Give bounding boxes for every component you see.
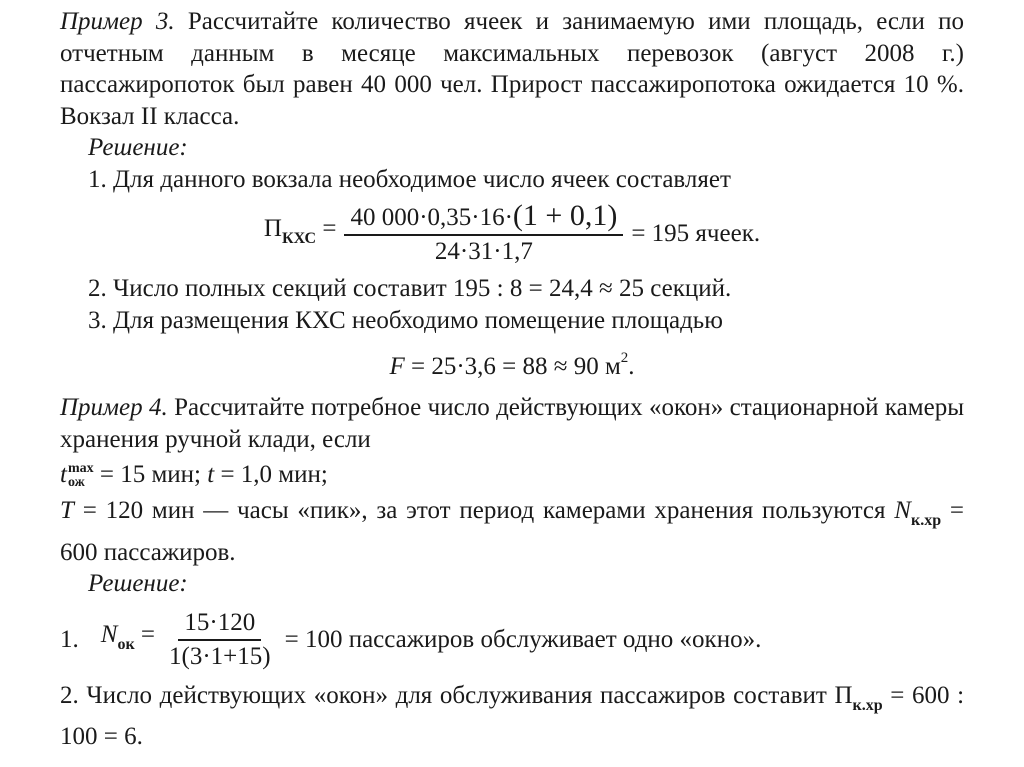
condition-2-text: = 120 мин — часы «пик», за этот период камерами хранения пользуются xyxy=(73,497,895,524)
condition-1-indices xyxy=(68,462,94,490)
example-3-step-3: 3. Для размещения КХС необходимо помещение площадью xyxy=(88,306,723,334)
formula-3-equals: = xyxy=(134,620,156,648)
condition-1-subscript: ож xyxy=(67,475,85,491)
formula-3-lhs xyxy=(101,619,155,661)
condition-2-variable: T xyxy=(60,497,74,524)
formula-2 xyxy=(389,343,634,383)
example-3-solution-label xyxy=(88,132,964,164)
formula-1-num-paren: (1 + 0,1) xyxy=(512,199,618,232)
formula-1-denominator: 24·31·1,7 xyxy=(434,238,533,265)
example-4-text: Рассчитайте потребное число действующих «окон» стационарной камеры хранения ручной клади, если xyxy=(60,394,964,453)
step-2-subscript: к.хр xyxy=(852,696,883,714)
formula-2-variable: F xyxy=(389,353,405,381)
formula-1-fraction xyxy=(344,201,623,267)
formula-area xyxy=(60,338,964,388)
example-3-text: Рассчитайте количество ячеек и занимаемую ими площадь, если по отчетным данным в месяце максимальных перевозок (август 2008 г.) пассажиропоток был равен 40 000 чел. Прирост пассажиропотока ожидается 10 %. Вокзал II класса. xyxy=(60,8,964,130)
condition-1-superscript: max xyxy=(67,461,94,477)
formula-3-fraction xyxy=(163,608,277,672)
formula-passengers-per-window xyxy=(60,602,964,678)
formula-3-variable: N xyxy=(100,620,118,648)
example-3-label: Пример 3. xyxy=(60,8,175,35)
formula-2-superscript: 2 xyxy=(620,350,629,367)
step-1-number: 1. xyxy=(60,625,79,653)
step-2-text: 2. Число действующих «окон» для обслуживания пассажиров составит П xyxy=(60,681,853,709)
example-3-statement xyxy=(60,6,964,132)
solution-label-text: Решение: xyxy=(88,134,188,161)
formula-3-numerator: 15·120 xyxy=(178,608,261,641)
example-4-label: Пример 4. xyxy=(60,394,168,421)
formula-3-subscript: ок xyxy=(117,635,135,653)
example-3-step-2: 2. Число полных секций составит 195 : 8 = 24,4 ≈ 25 секций. xyxy=(88,275,732,302)
formula-cells-count xyxy=(60,197,964,271)
formula-1-num-main: 40 000·0,35·16· xyxy=(350,204,513,231)
formula-1-result: = 195 ячеек. xyxy=(631,220,761,248)
example-4-statement xyxy=(60,392,964,455)
formula-1-numerator xyxy=(344,201,623,236)
formula-1-symbol: П xyxy=(263,215,282,243)
example-3-step-1: 1. Для данного вокзала необходимое число ячеек составляет xyxy=(88,165,731,193)
example-4-step-2 xyxy=(60,680,964,753)
example-4-condition-1 xyxy=(60,455,964,495)
formula-3-result: = 100 пассажиров обслуживает одно «окно». xyxy=(284,625,762,653)
condition-1-variable-2: t xyxy=(207,461,215,488)
solution-label-text-2: Решение: xyxy=(88,570,188,597)
example-4-condition-2 xyxy=(60,495,964,568)
formula-2-end: . xyxy=(628,353,635,381)
formula-1-subscript: КХС xyxy=(281,230,317,248)
formula-3-denominator: 1(3·1+15) xyxy=(169,642,271,670)
condition-2-subscript: к.хр xyxy=(910,512,942,529)
formula-2-expression: = 25·3,6 = 88 ≈ 90 м xyxy=(404,353,621,381)
step-2-end: = 600 : 100 = 6. xyxy=(60,681,965,750)
condition-2-variable-2: N xyxy=(894,497,911,524)
condition-1-text-a: = 15 мин; xyxy=(93,461,208,488)
formula-1-lhs: $П_{КХС}$ = xyxy=(263,215,337,248)
example-4-solution-label xyxy=(88,568,964,600)
condition-1-variable: t xyxy=(60,461,67,488)
condition-2-end: = 600 пассажиров. xyxy=(60,497,964,566)
condition-1-text-b: = 1,0 мин; xyxy=(214,461,328,488)
